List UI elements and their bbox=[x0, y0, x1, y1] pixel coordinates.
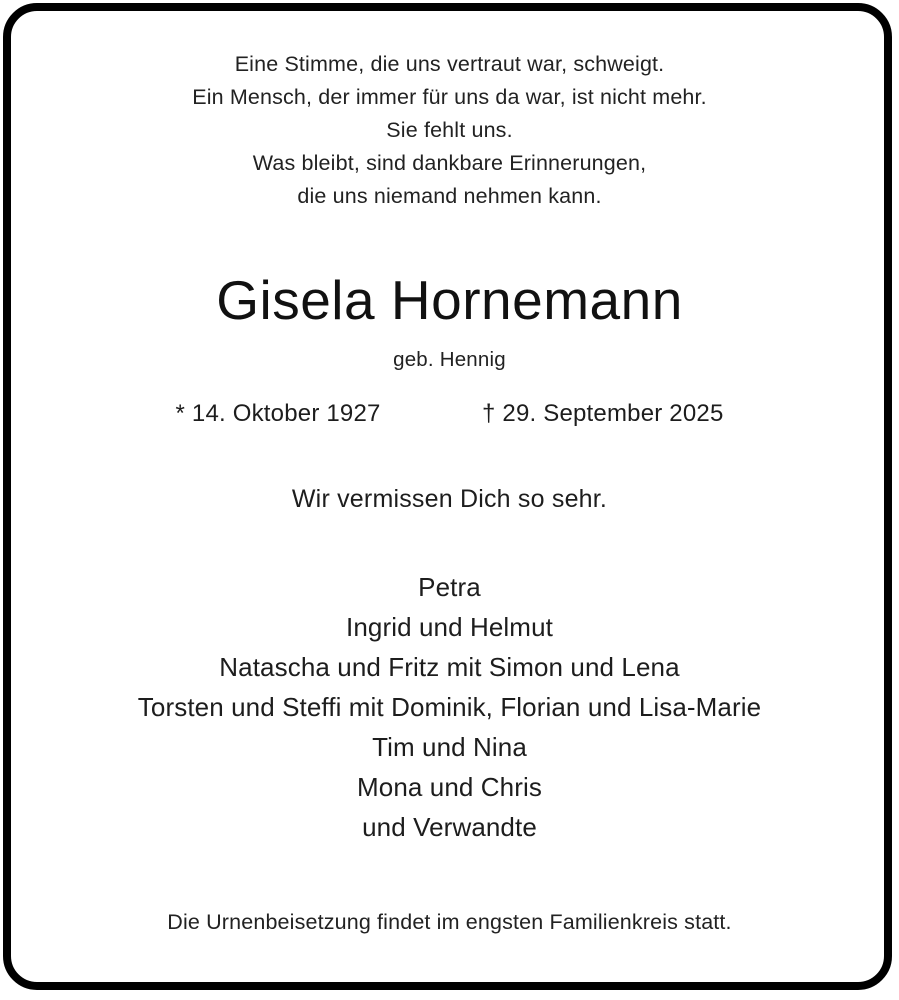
mourner-line: Mona und Chris bbox=[357, 772, 542, 802]
birth-date: * 14. Oktober 1927 bbox=[175, 400, 381, 427]
deceased-maiden-name: geb. Hennig bbox=[393, 348, 506, 371]
death-date: † 29. September 2025 bbox=[481, 400, 724, 427]
mourner-line: und Verwandte bbox=[362, 812, 537, 842]
mourner-line: Ingrid und Helmut bbox=[346, 612, 553, 642]
farewell-message: Wir vermissen Dich so sehr. bbox=[291, 485, 608, 513]
poem-line: Sie fehlt uns. bbox=[386, 118, 513, 142]
poem-line: Was bleibt, sind dankbare Erinnerungen, bbox=[252, 151, 647, 175]
poem-line: Ein Mensch, der immer für uns da war, ist nicht mehr. bbox=[192, 85, 707, 109]
epitaph-poem bbox=[192, 48, 707, 213]
mourner-line: Tim und Nina bbox=[372, 732, 527, 762]
poem-line: die uns niemand nehmen kann. bbox=[297, 184, 602, 208]
deceased-name: Gisela Hornemann bbox=[216, 269, 683, 331]
mourner-line: Natascha und Fritz mit Simon und Lena bbox=[219, 652, 680, 682]
poem-line: Eine Stimme, die uns vertraut war, schweigt. bbox=[234, 52, 665, 76]
mourners-list bbox=[138, 567, 761, 847]
life-dates bbox=[100, 399, 800, 429]
mourner-line: Petra bbox=[418, 572, 481, 602]
funeral-note: Die Urnenbeisetzung findet im engsten Familienkreis statt. bbox=[167, 910, 732, 934]
mourner-line: Torsten und Steffi mit Dominik, Florian und Lisa-Marie bbox=[137, 692, 762, 722]
